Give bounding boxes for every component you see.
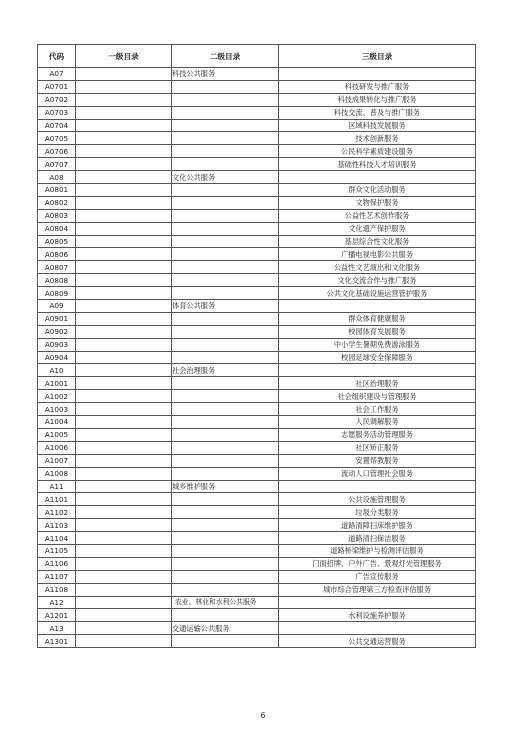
level-1-cell xyxy=(76,570,172,583)
catalog-table xyxy=(37,44,476,648)
table-row xyxy=(38,377,476,390)
code-cell: A0703 xyxy=(38,106,76,119)
table-row xyxy=(38,145,476,158)
level-3-cell: 公共文化基础设施运营管护服务 xyxy=(279,287,476,300)
code-cell: A1101 xyxy=(38,493,76,506)
code-cell: A0807 xyxy=(38,261,76,274)
level-1-cell xyxy=(76,158,172,171)
level-2-cell xyxy=(172,609,279,622)
level-3-cell: 中小学生暑期免费游泳服务 xyxy=(279,338,476,351)
level-3-cell: 基层综合性文化服务 xyxy=(279,235,476,248)
level-1-cell xyxy=(76,171,172,184)
code-cell: A0806 xyxy=(38,248,76,261)
level-1-cell xyxy=(76,635,172,648)
level-1-cell xyxy=(76,390,172,403)
level-3-cell: 社区治理服务 xyxy=(279,377,476,390)
code-cell: A0707 xyxy=(38,158,76,171)
table-row xyxy=(38,506,476,519)
level-3-cell: 垃圾分类服务 xyxy=(279,506,476,519)
table-row xyxy=(38,454,476,467)
level-3-cell xyxy=(279,596,476,609)
table-row xyxy=(38,390,476,403)
level-3-cell: 文物保护服务 xyxy=(279,196,476,209)
code-cell: A0902 xyxy=(38,325,76,338)
table-body xyxy=(38,68,476,648)
level-3-cell xyxy=(279,480,476,493)
table-row xyxy=(38,622,476,635)
level-2-cell: 农业、林业和水利公共服务 xyxy=(172,596,279,609)
code-cell: A0904 xyxy=(38,351,76,364)
level-2-cell xyxy=(172,158,279,171)
table-row xyxy=(38,338,476,351)
table-row xyxy=(38,287,476,300)
level-1-cell xyxy=(76,287,172,300)
table-row xyxy=(38,403,476,416)
level-3-cell: 公共交通运营服务 xyxy=(279,635,476,648)
level-2-cell: 文化公共服务 xyxy=(172,171,279,184)
level-2-cell xyxy=(172,570,279,583)
table-row xyxy=(38,519,476,532)
table-row xyxy=(38,171,476,184)
level-2-cell xyxy=(172,93,279,106)
level-3-cell: 群众文化活动服务 xyxy=(279,184,476,197)
code-cell: A08 xyxy=(38,171,76,184)
level-2-cell xyxy=(172,454,279,467)
table-row xyxy=(38,68,476,81)
code-cell: A0802 xyxy=(38,196,76,209)
level-1-cell xyxy=(76,532,172,545)
code-cell: A0705 xyxy=(38,132,76,145)
level-1-cell xyxy=(76,209,172,222)
code-cell: A09 xyxy=(38,300,76,313)
level-1-cell xyxy=(76,325,172,338)
level-3-cell: 群众体育健康服务 xyxy=(279,312,476,325)
table-row xyxy=(38,532,476,545)
level-3-cell: 人民调解服务 xyxy=(279,416,476,429)
code-cell: A13 xyxy=(38,622,76,635)
level-3-cell: 校园足球安全保障服务 xyxy=(279,351,476,364)
level-1-cell xyxy=(76,145,172,158)
level-3-cell: 社会组织建设与管理服务 xyxy=(279,390,476,403)
level-3-cell: 文化交流合作与推广服务 xyxy=(279,274,476,287)
level-1-cell xyxy=(76,68,172,81)
level-2-cell xyxy=(172,80,279,93)
level-2-cell xyxy=(172,351,279,364)
code-cell: A1006 xyxy=(38,441,76,454)
code-cell: A1201 xyxy=(38,609,76,622)
table-row xyxy=(38,119,476,132)
level-2-cell xyxy=(172,467,279,480)
table-row xyxy=(38,132,476,145)
level-1-cell xyxy=(76,519,172,532)
level-1-cell xyxy=(76,622,172,635)
header-level-1: 一级目录 xyxy=(76,45,172,68)
code-cell: A1107 xyxy=(38,570,76,583)
code-cell: A1103 xyxy=(38,519,76,532)
level-3-cell: 区域科技发展服务 xyxy=(279,119,476,132)
level-1-cell xyxy=(76,312,172,325)
level-2-cell: 社会治理服务 xyxy=(172,364,279,377)
level-2-cell xyxy=(172,635,279,648)
code-cell: A0801 xyxy=(38,184,76,197)
table-row xyxy=(38,158,476,171)
code-cell: A1005 xyxy=(38,428,76,441)
table-row xyxy=(38,325,476,338)
level-1-cell xyxy=(76,428,172,441)
level-2-cell xyxy=(172,287,279,300)
table-row xyxy=(38,480,476,493)
level-2-cell xyxy=(172,325,279,338)
level-1-cell xyxy=(76,596,172,609)
level-1-cell xyxy=(76,196,172,209)
level-1-cell xyxy=(76,557,172,570)
level-2-cell xyxy=(172,196,279,209)
code-cell: A1003 xyxy=(38,403,76,416)
level-3-cell: 广播电视电影公共服务 xyxy=(279,248,476,261)
level-2-cell: 体育公共服务 xyxy=(172,300,279,313)
code-cell: A0804 xyxy=(38,222,76,235)
level-2-cell xyxy=(172,583,279,596)
code-cell: A0903 xyxy=(38,338,76,351)
code-cell: A1002 xyxy=(38,390,76,403)
level-1-cell xyxy=(76,416,172,429)
level-2-cell xyxy=(172,544,279,557)
level-2-cell xyxy=(172,519,279,532)
header-level-2: 二级目录 xyxy=(172,45,279,68)
level-2-cell xyxy=(172,493,279,506)
code-cell: A1106 xyxy=(38,557,76,570)
level-2-cell xyxy=(172,222,279,235)
level-3-cell: 科技交流、普及与推广服务 xyxy=(279,106,476,119)
level-1-cell xyxy=(76,480,172,493)
table-row xyxy=(38,235,476,248)
code-cell: A0704 xyxy=(38,119,76,132)
code-cell: A0702 xyxy=(38,93,76,106)
table-row xyxy=(38,248,476,261)
level-3-cell: 公益性艺术创作服务 xyxy=(279,209,476,222)
level-1-cell xyxy=(76,351,172,364)
level-1-cell xyxy=(76,467,172,480)
table-row xyxy=(38,222,476,235)
level-2-cell xyxy=(172,377,279,390)
level-1-cell xyxy=(76,184,172,197)
level-1-cell xyxy=(76,119,172,132)
level-2-cell: 交通运输公共服务 xyxy=(172,622,279,635)
level-1-cell xyxy=(76,93,172,106)
table-row xyxy=(38,300,476,313)
level-1-cell xyxy=(76,583,172,596)
level-3-cell: 科技研发与推广服务 xyxy=(279,80,476,93)
level-2-cell xyxy=(172,235,279,248)
table-row xyxy=(38,261,476,274)
level-2-cell xyxy=(172,506,279,519)
level-3-cell: 道路清障扫床维护服务 xyxy=(279,519,476,532)
level-2-cell xyxy=(172,106,279,119)
header-code: 代码 xyxy=(38,45,76,68)
level-1-cell xyxy=(76,106,172,119)
level-3-cell: 公共设施管理服务 xyxy=(279,493,476,506)
code-cell: A0706 xyxy=(38,145,76,158)
code-cell: A0901 xyxy=(38,312,76,325)
code-cell: A1108 xyxy=(38,583,76,596)
level-3-cell xyxy=(279,622,476,635)
level-1-cell xyxy=(76,300,172,313)
level-3-cell: 广告宣传服务 xyxy=(279,570,476,583)
level-3-cell: 公民科学素质建设服务 xyxy=(279,145,476,158)
table-row xyxy=(38,351,476,364)
table-row xyxy=(38,106,476,119)
table-header xyxy=(38,45,476,68)
level-1-cell xyxy=(76,274,172,287)
level-3-cell xyxy=(279,364,476,377)
level-2-cell xyxy=(172,403,279,416)
table-row xyxy=(38,196,476,209)
level-3-cell: 水利设施养护服务 xyxy=(279,609,476,622)
level-1-cell xyxy=(76,235,172,248)
level-3-cell: 城市综合管理第三方检查评估服务 xyxy=(279,583,476,596)
table-row xyxy=(38,583,476,596)
level-3-cell: 门面招牌、户外广告、景观灯光管理服务 xyxy=(279,557,476,570)
level-2-cell xyxy=(172,441,279,454)
level-2-cell xyxy=(172,248,279,261)
table-row xyxy=(38,467,476,480)
table-row xyxy=(38,209,476,222)
level-3-cell: 文化遗产保护服务 xyxy=(279,222,476,235)
level-2-cell xyxy=(172,119,279,132)
level-3-cell: 安置帮教服务 xyxy=(279,454,476,467)
level-2-cell xyxy=(172,274,279,287)
level-3-cell: 技术创新服务 xyxy=(279,132,476,145)
code-cell: A0803 xyxy=(38,209,76,222)
code-cell: A1008 xyxy=(38,467,76,480)
table-row xyxy=(38,428,476,441)
level-2-cell xyxy=(172,532,279,545)
level-1-cell xyxy=(76,403,172,416)
code-cell: A0701 xyxy=(38,80,76,93)
level-2-cell xyxy=(172,390,279,403)
table-row xyxy=(38,570,476,583)
level-1-cell xyxy=(76,544,172,557)
table-row xyxy=(38,557,476,570)
level-2-cell xyxy=(172,416,279,429)
table-row xyxy=(38,441,476,454)
level-1-cell xyxy=(76,609,172,622)
table-row xyxy=(38,609,476,622)
level-1-cell xyxy=(76,248,172,261)
level-3-cell: 道路清扫保洁服务 xyxy=(279,532,476,545)
level-3-cell: 校园体育发展服务 xyxy=(279,325,476,338)
code-cell: A1105 xyxy=(38,544,76,557)
level-1-cell xyxy=(76,441,172,454)
level-2-cell xyxy=(172,312,279,325)
level-3-cell: 基础性科技人才培训服务 xyxy=(279,158,476,171)
level-2-cell xyxy=(172,209,279,222)
level-3-cell xyxy=(279,68,476,81)
level-1-cell xyxy=(76,80,172,93)
code-cell: A1104 xyxy=(38,532,76,545)
level-1-cell xyxy=(76,132,172,145)
level-1-cell xyxy=(76,364,172,377)
table-row xyxy=(38,274,476,287)
table-row xyxy=(38,493,476,506)
table-row xyxy=(38,544,476,557)
level-3-cell: 社会工作服务 xyxy=(279,403,476,416)
level-3-cell xyxy=(279,300,476,313)
level-2-cell xyxy=(172,261,279,274)
code-cell: A07 xyxy=(38,68,76,81)
level-3-cell: 公益性文艺演出和文化服务 xyxy=(279,261,476,274)
level-1-cell xyxy=(76,454,172,467)
level-1-cell xyxy=(76,261,172,274)
level-2-cell: 城乡维护服务 xyxy=(172,480,279,493)
code-cell: A1301 xyxy=(38,635,76,648)
header-row xyxy=(38,45,476,68)
table-row xyxy=(38,596,476,609)
level-1-cell xyxy=(76,338,172,351)
table-row xyxy=(38,80,476,93)
code-cell: A0805 xyxy=(38,235,76,248)
level-2-cell: 科技公共服务 xyxy=(172,68,279,81)
code-cell: A1001 xyxy=(38,377,76,390)
level-3-cell: 社区矫正服务 xyxy=(279,441,476,454)
code-cell: A1007 xyxy=(38,454,76,467)
level-3-cell xyxy=(279,171,476,184)
level-1-cell xyxy=(76,493,172,506)
level-2-cell xyxy=(172,132,279,145)
code-cell: A0809 xyxy=(38,287,76,300)
level-3-cell: 志愿服务活动管理服务 xyxy=(279,428,476,441)
level-2-cell xyxy=(172,428,279,441)
table-row xyxy=(38,312,476,325)
level-3-cell: 流动人口管理社会服务 xyxy=(279,467,476,480)
table-row xyxy=(38,184,476,197)
header-level-3: 三级目录 xyxy=(279,45,476,68)
level-3-cell: 道路桥梁维护与检测评估服务 xyxy=(279,544,476,557)
table-row xyxy=(38,93,476,106)
table-row xyxy=(38,635,476,648)
level-2-cell xyxy=(172,557,279,570)
code-cell: A1102 xyxy=(38,506,76,519)
level-2-cell xyxy=(172,338,279,351)
level-1-cell xyxy=(76,506,172,519)
code-cell: A10 xyxy=(38,364,76,377)
level-1-cell xyxy=(76,222,172,235)
table-row xyxy=(38,364,476,377)
level-3-cell: 科技成果转化与推广服务 xyxy=(279,93,476,106)
code-cell: A0808 xyxy=(38,274,76,287)
level-1-cell xyxy=(76,377,172,390)
code-cell: A1004 xyxy=(38,416,76,429)
table-row xyxy=(38,416,476,429)
level-2-cell xyxy=(172,184,279,197)
code-cell: A12 xyxy=(38,596,76,609)
page-number: 6 xyxy=(260,711,266,720)
level-2-cell xyxy=(172,145,279,158)
code-cell: A11 xyxy=(38,480,76,493)
